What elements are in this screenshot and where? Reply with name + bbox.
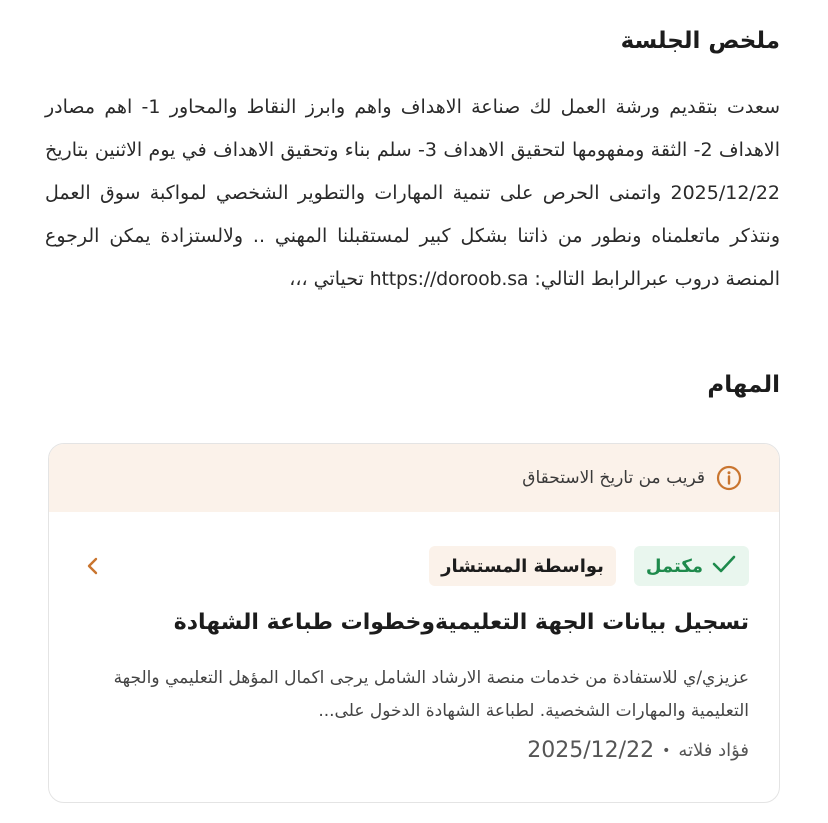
meta-separator: •: [662, 742, 671, 759]
status-label: مكتمل: [645, 555, 703, 577]
chevron-left-icon[interactable]: [79, 552, 107, 580]
due-date-notice: قريب من تاريخ الاستحقاق: [522, 468, 705, 488]
task-card[interactable]: [48, 443, 780, 803]
task-meta: [527, 738, 749, 763]
task-chips: [429, 546, 749, 586]
tasks-heading: المهام: [707, 372, 780, 398]
info-icon: [715, 464, 743, 492]
due-date-banner: [49, 444, 779, 512]
task-date: 2025/12/22: [527, 738, 655, 763]
task-author: فؤاد فلاته: [678, 740, 749, 761]
assigned-by-badge: بواسطة المستشار: [429, 546, 616, 586]
session-summary-heading: ملخص الجلسة: [620, 28, 780, 54]
status-badge: [634, 546, 749, 586]
check-icon: [711, 554, 737, 579]
session-summary-text: سعدت بتقديم ورشة العمل لك صناعة الاهداف واهم وابرز النقاط والمحاور 1- اهم مصادر الاهداف 2- الثقة ومفهومها لتحقيق الاهداف 3- سلم بناء وتحقيق الاهداف في يوم الاثنين بتاريخ 2025/12/22 واتمنى الحرص على تنمية المهارات والتطوير الشخصي لمواكبة سوق العمل ونتذكر ماتعلمناه ونطور من ذاتنا بشكل كبير لمستقبلنا المهني .. ولالستزادة يمكن الرجوع المنصة دروب عبرالرابط التالي: https://doroob.sa تحياتي ،،،: [45, 96, 780, 290]
task-description: عزيزي/ي للاستفادة من خدمات منصة الارشاد الشامل يرجى اكمال المؤهل التعليمي والجهة التعليمية والمهارات الشخصية. لطباعة الشهادة الدخول على...: [113, 668, 749, 721]
task-title: تسجيل بيانات الجهة التعليميةوخطوات طباعة الشهادة: [173, 610, 749, 635]
